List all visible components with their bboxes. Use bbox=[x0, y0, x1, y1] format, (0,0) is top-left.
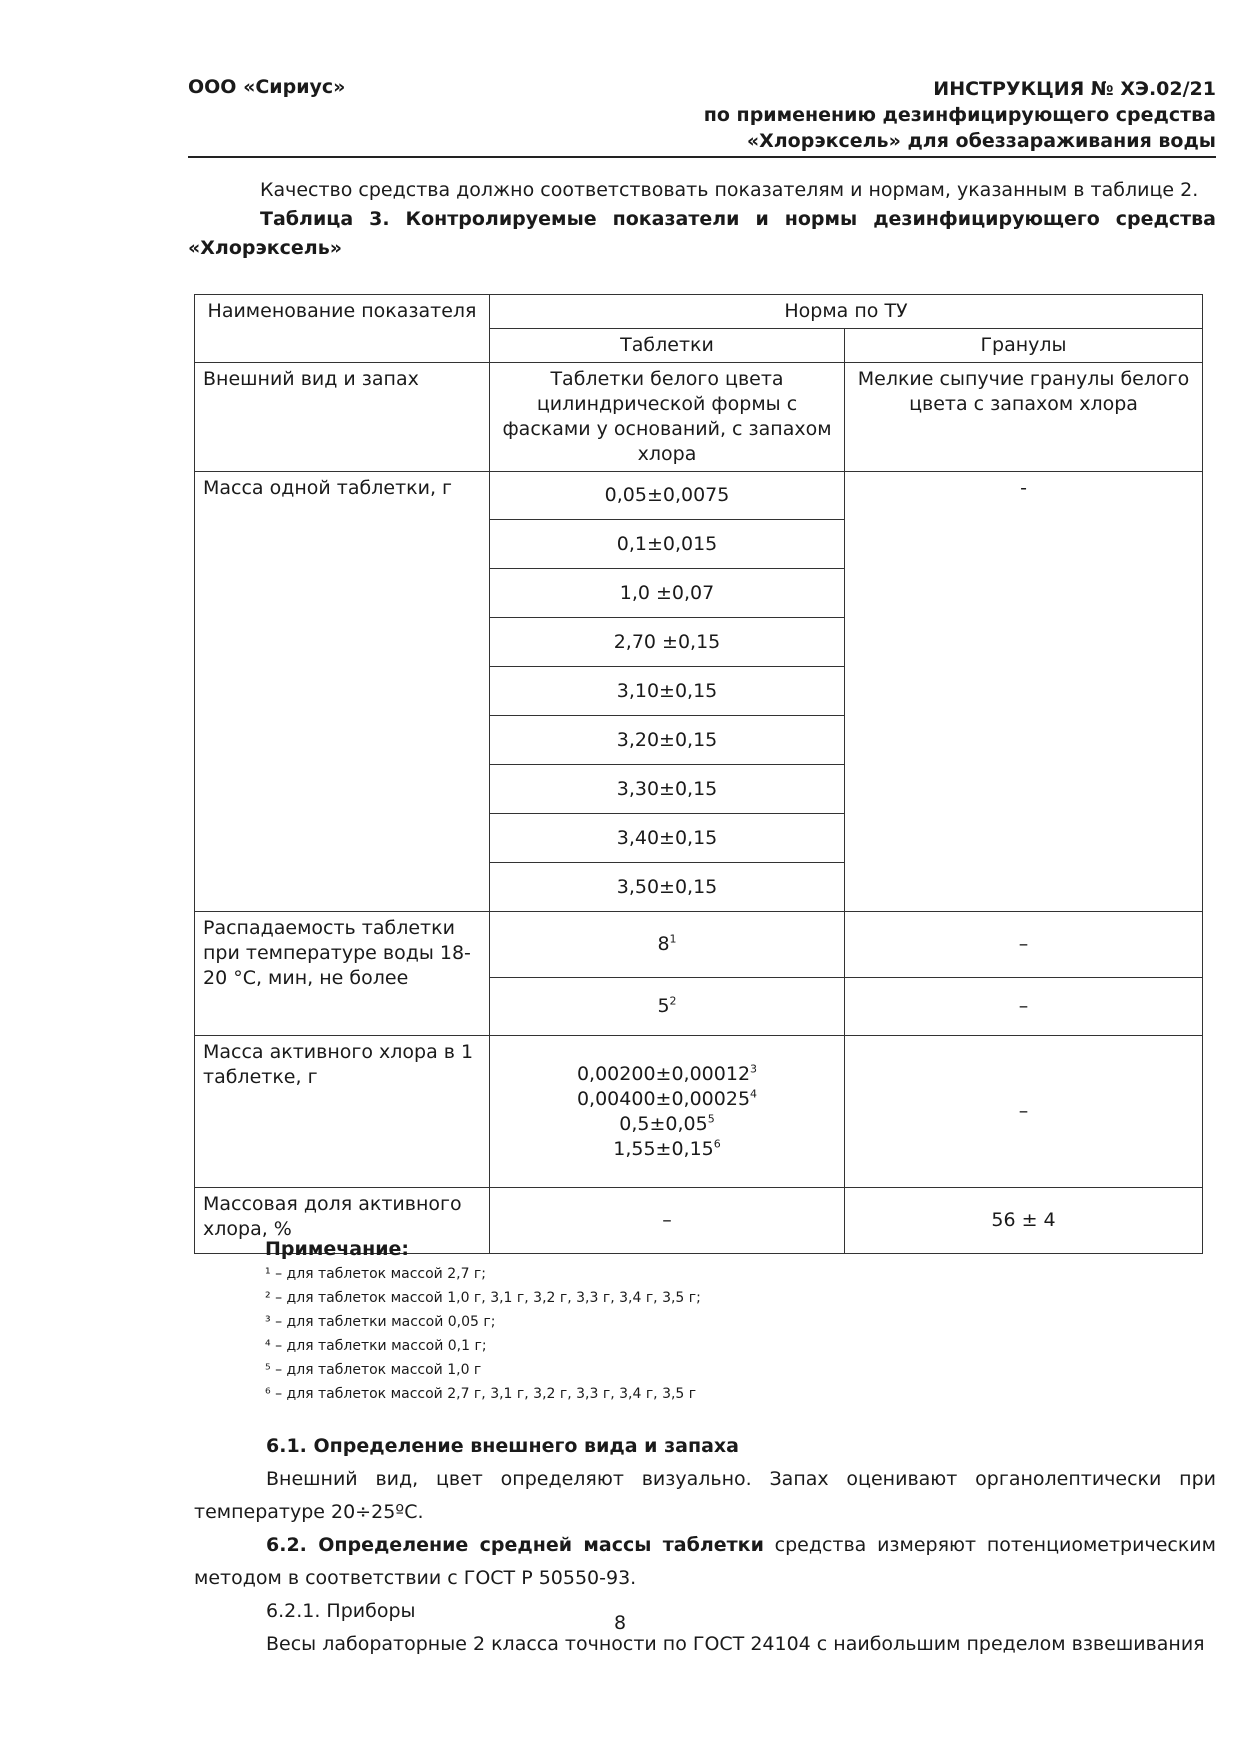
table-header-row bbox=[195, 295, 1203, 329]
document-title-line-2: по применению дезинфицирующего средства bbox=[703, 104, 1216, 126]
footnote-ref: 4 bbox=[750, 1087, 758, 1101]
mass-value: 0,1±0,015 bbox=[490, 520, 845, 569]
note-item: ⁶ – для таблеток массой 2,7 г, 3,1 г, 3,2 г, 3,3 г, 3,4 г, 3,5 г bbox=[265, 1386, 697, 1402]
organization-name: ООО «Сириус» bbox=[188, 76, 346, 98]
disintegration-value-2-text: 5 bbox=[657, 995, 670, 1017]
row-appearance-name: Внешний вид и запах bbox=[195, 363, 490, 472]
mass-value: 1,0 ±0,07 bbox=[490, 569, 845, 618]
section-6-2-title: 6.2. Определение средней массы таблетки bbox=[266, 1534, 764, 1556]
row-mass-name: Масса одной таблетки, г bbox=[195, 472, 490, 912]
disintegration-granules-2: – bbox=[845, 978, 1203, 1036]
disintegration-granules-1: – bbox=[845, 912, 1203, 978]
active-chlorine-value bbox=[498, 1087, 836, 1112]
footnote-ref: 6 bbox=[713, 1137, 721, 1151]
active-chlorine-value-text: 0,00400±0,00025 bbox=[576, 1087, 751, 1110]
active-chlorine-value bbox=[498, 1062, 836, 1087]
header-cell-indicator bbox=[195, 295, 490, 363]
active-chlorine-value-text: 0,00200±0,00012 bbox=[576, 1062, 751, 1085]
section-6-2-text: средства измеряют потенциометрическим методом в соответствии с ГОСТ Р 50550-93. bbox=[194, 1534, 1216, 1589]
table-row bbox=[195, 472, 1203, 520]
active-chlorine-value bbox=[498, 1112, 836, 1137]
footnote-ref: 2 bbox=[669, 994, 677, 1008]
note-item: ⁵ – для таблеток массой 1,0 г bbox=[265, 1362, 482, 1378]
note-item: ¹ – для таблеток массой 2,7 г; bbox=[265, 1266, 487, 1282]
disintegration-value-1 bbox=[490, 912, 845, 978]
row-active-chlorine-name: Масса активного хлора в 1 таблетке, г bbox=[195, 1036, 490, 1188]
notes-title: Примечание: bbox=[265, 1238, 410, 1260]
row-mass-granules: - bbox=[845, 472, 1203, 912]
disintegration-value-2 bbox=[490, 978, 845, 1036]
intro-text: Качество средства должно соответствовать показателям и нормам, указанным в таблице 2. bbox=[260, 179, 1199, 201]
row-disintegration-name: Распадаемость таблетки при температуре воды 18-20 °С, мин, не более bbox=[195, 912, 490, 1036]
section-6-2-1-text: Весы лабораторные 2 класса точности по ГОСТ 24104 с наибольшим пределом взвешивания bbox=[266, 1633, 1205, 1655]
row-active-chlorine-granules: – bbox=[845, 1036, 1203, 1188]
row-chlorine-fraction-name: Массовая доля активного хлора, % bbox=[195, 1188, 490, 1254]
table-caption: Таблица 3. Контролируемые показатели и нормы дезинфицирующего средства «Хлорэксель» bbox=[188, 208, 1216, 259]
page-number: 8 bbox=[613, 1612, 627, 1634]
footnote-ref: 3 bbox=[750, 1062, 758, 1076]
row-active-chlorine-tablets bbox=[490, 1036, 845, 1188]
active-chlorine-value bbox=[498, 1137, 836, 1162]
subheader-tablets: Таблетки bbox=[490, 329, 845, 363]
note-item: ² – для таблеток массой 1,0 г, 3,1 г, 3,2 г, 3,3 г, 3,4 г, 3,5 г; bbox=[265, 1290, 701, 1306]
note-item: ³ – для таблетки массой 0,05 г; bbox=[265, 1314, 496, 1330]
section-6-1-text: Внешний вид, цвет определяют визуально. Запах оценивают органолептически при температуре 20÷25ºС. bbox=[194, 1468, 1216, 1523]
row-appearance-granules: Мелкие сыпучие гранулы белого цвета с запахом хлора bbox=[845, 363, 1203, 472]
disintegration-value-1-text: 8 bbox=[657, 933, 670, 955]
subheader-granules: Гранулы bbox=[845, 329, 1203, 363]
section-6-2-1-title: 6.2.1. Приборы bbox=[266, 1600, 416, 1622]
document-number: ИНСТРУКЦИЯ № ХЭ.02/21 bbox=[933, 78, 1216, 100]
intro-section bbox=[188, 176, 1216, 263]
page-header bbox=[188, 76, 1216, 158]
table-notes bbox=[265, 1236, 1165, 1406]
active-chlorine-value-text: 1,55±0,15 bbox=[613, 1137, 714, 1160]
table-row bbox=[195, 1036, 1203, 1188]
section-6-1-title: 6.1. Определение внешнего вида и запаха bbox=[266, 1435, 739, 1457]
specification-table bbox=[194, 294, 1203, 1254]
table-row bbox=[195, 912, 1203, 978]
mass-value: 3,20±0,15 bbox=[490, 716, 845, 765]
row-appearance-tablets: Таблетки белого цвета цилиндрической формы с фасками у оснований, с запахом хлора bbox=[490, 363, 845, 472]
document-title bbox=[704, 76, 1216, 154]
header-indicator-label: Наименование показателя bbox=[207, 300, 477, 322]
section-6-2-paragraph bbox=[194, 1529, 1216, 1595]
mass-value: 3,30±0,15 bbox=[490, 765, 845, 814]
note-item: ⁴ – для таблетки массой 0,1 г; bbox=[265, 1338, 487, 1354]
row-chlorine-fraction-granules: 56 ± 4 bbox=[845, 1188, 1203, 1254]
mass-value: 0,05±0,0075 bbox=[490, 472, 845, 520]
mass-value: 2,70 ±0,15 bbox=[490, 618, 845, 667]
mass-value: 3,40±0,15 bbox=[490, 814, 845, 863]
mass-value: 3,50±0,15 bbox=[490, 863, 845, 912]
mass-value: 3,10±0,15 bbox=[490, 667, 845, 716]
active-chlorine-value-text: 0,5±0,05 bbox=[619, 1112, 708, 1135]
document-title-line-3: «Хлорэксель» для обеззараживания воды bbox=[746, 130, 1216, 152]
footnote-ref: 1 bbox=[669, 932, 677, 946]
row-chlorine-fraction-tablets: – bbox=[490, 1188, 845, 1254]
header-cell-norm: Норма по ТУ bbox=[490, 295, 1203, 329]
table-row bbox=[195, 363, 1203, 472]
footnote-ref: 5 bbox=[707, 1112, 715, 1126]
